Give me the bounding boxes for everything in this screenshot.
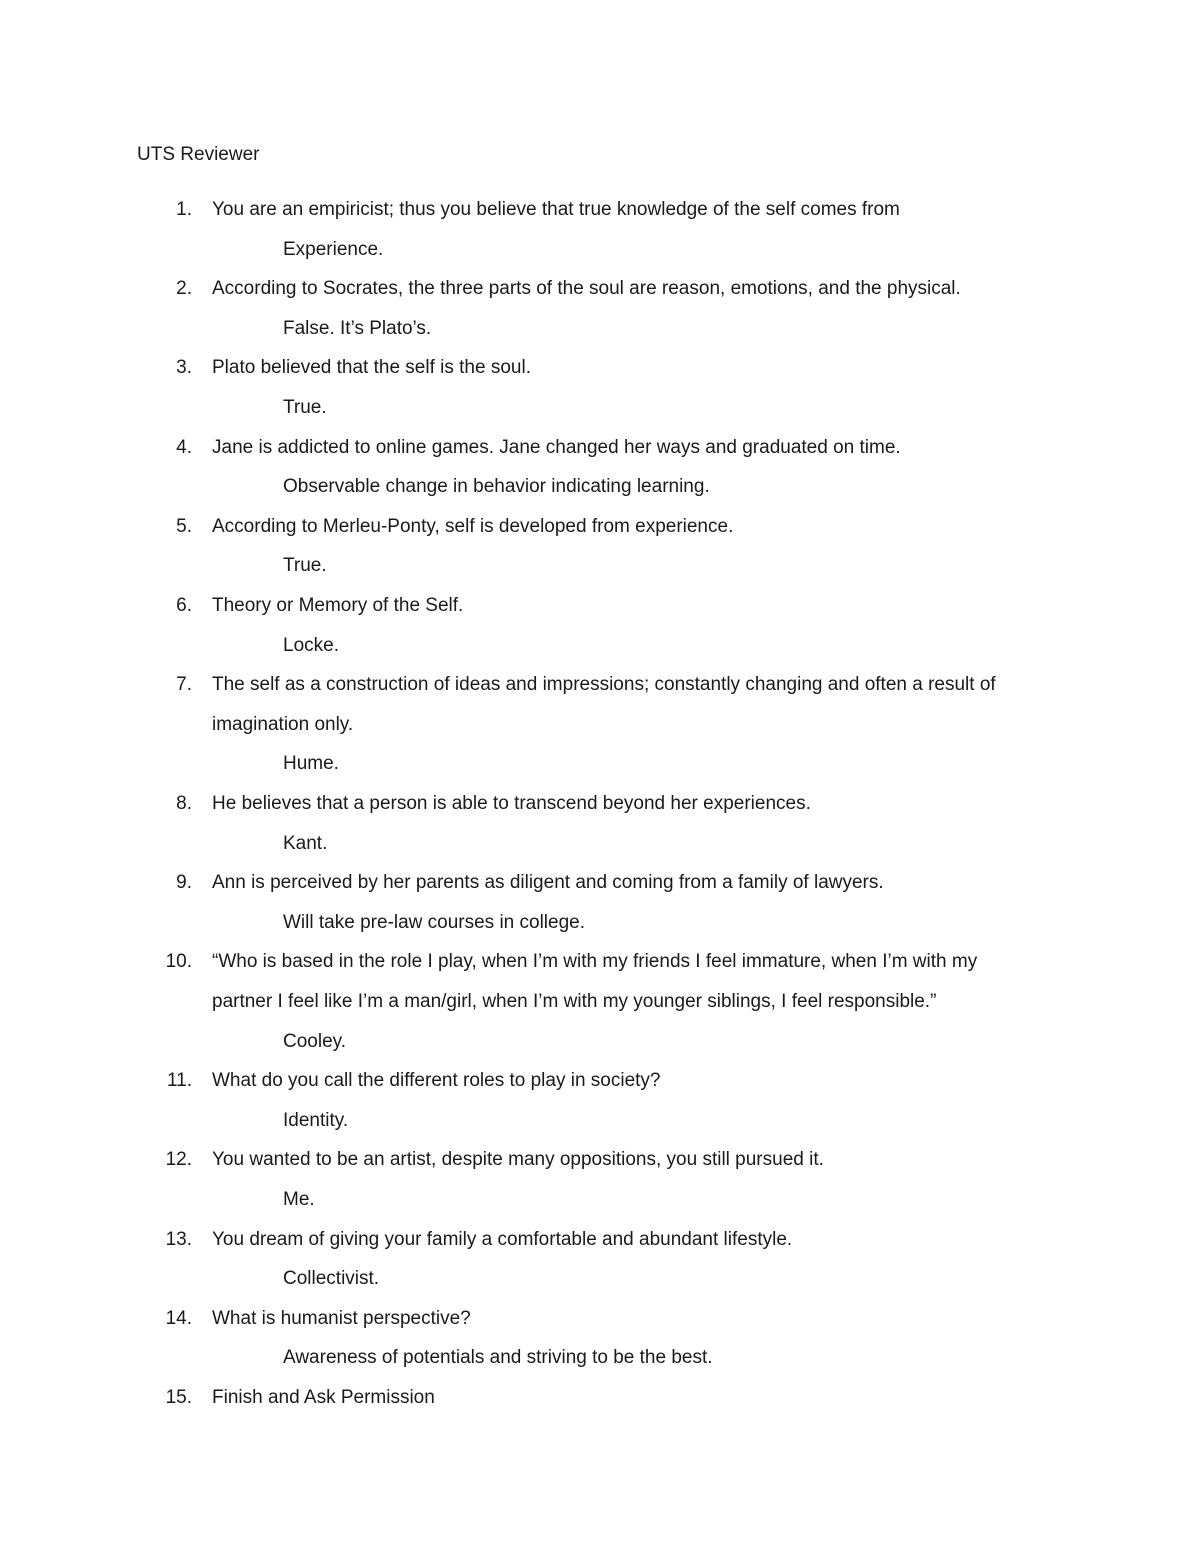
question-number: 10.	[165, 951, 192, 973]
question-text: Ann is perceived by her parents as diligent and coming from a family of lawyers.	[212, 872, 884, 894]
question-text: Plato believed that the self is the soul.	[212, 357, 531, 379]
question-number: 2.	[176, 278, 192, 300]
question-number: 5.	[176, 515, 192, 537]
question-number: 9.	[176, 872, 192, 894]
question-text: According to Socrates, the three parts of the soul are reason, emotions, and the physical.	[212, 278, 961, 300]
question-text: You are an empiricist; thus you believe that true knowledge of the self comes from	[212, 199, 900, 220]
answer-text: Cooley.	[283, 1030, 347, 1052]
question-text: Finish and Ask Permission	[212, 1387, 435, 1408]
question-text: “Who is based in the role I play, when I’m with my friends I feel immature, when I’m with my	[212, 951, 978, 973]
question-text: Jane is addicted to online games. Jane changed her ways and graduated on time.	[212, 436, 901, 458]
question-text: According to Merleu-Ponty, self is developed from experience.	[212, 515, 734, 537]
question-text: What do you call the different roles to play in society?	[212, 1070, 661, 1092]
document-title: UTS Reviewer	[137, 144, 260, 165]
answer-text: Observable change in behavior indicating learning.	[283, 476, 710, 498]
answer-text: True.	[283, 397, 327, 418]
question-number: 13.	[165, 1228, 192, 1250]
question-text: Theory or Memory of the Self.	[212, 595, 464, 616]
question-number: 7.	[176, 674, 192, 696]
question-number: 11.	[166, 1070, 192, 1092]
question-text: The self as a construction of ideas and impressions; constantly changing and often a result of	[212, 674, 996, 696]
answer-text: True.	[283, 555, 327, 577]
answer-text: Will take pre-law courses in college.	[283, 911, 586, 933]
answer-text: False. It’s Plato’s.	[283, 317, 432, 339]
question-text: partner I feel like I’m a man/girl, when I’m with my younger siblings, I feel responsible.”	[212, 991, 937, 1012]
question-text: imagination only.	[212, 713, 354, 735]
question-number: 15.	[165, 1387, 192, 1408]
answer-text: Awareness of potentials and striving to be the best.	[283, 1347, 713, 1369]
answer-text: Kant.	[283, 832, 328, 854]
answer-text: Experience.	[283, 238, 384, 260]
answer-text: Locke.	[283, 634, 339, 656]
answer-text: Hume.	[283, 753, 339, 775]
question-text: What is humanist perspective?	[212, 1307, 471, 1329]
answer-text: Identity.	[283, 1109, 349, 1131]
question-number: 1.	[176, 199, 192, 220]
answer-text: Me.	[283, 1189, 315, 1210]
question-text: He believes that a person is able to transcend beyond her experiences.	[212, 793, 811, 814]
answer-text: Collectivist.	[283, 1268, 380, 1290]
question-number: 4.	[176, 436, 192, 458]
question-text: You wanted to be an artist, despite many oppositions, you still pursued it.	[212, 1149, 824, 1171]
question-number: 6.	[176, 595, 192, 616]
question-number: 3.	[176, 357, 192, 379]
question-number: 14.	[165, 1307, 192, 1329]
question-number: 12.	[165, 1149, 192, 1171]
question-number: 8.	[176, 793, 192, 814]
question-text: You dream of giving your family a comfortable and abundant lifestyle.	[212, 1228, 793, 1250]
